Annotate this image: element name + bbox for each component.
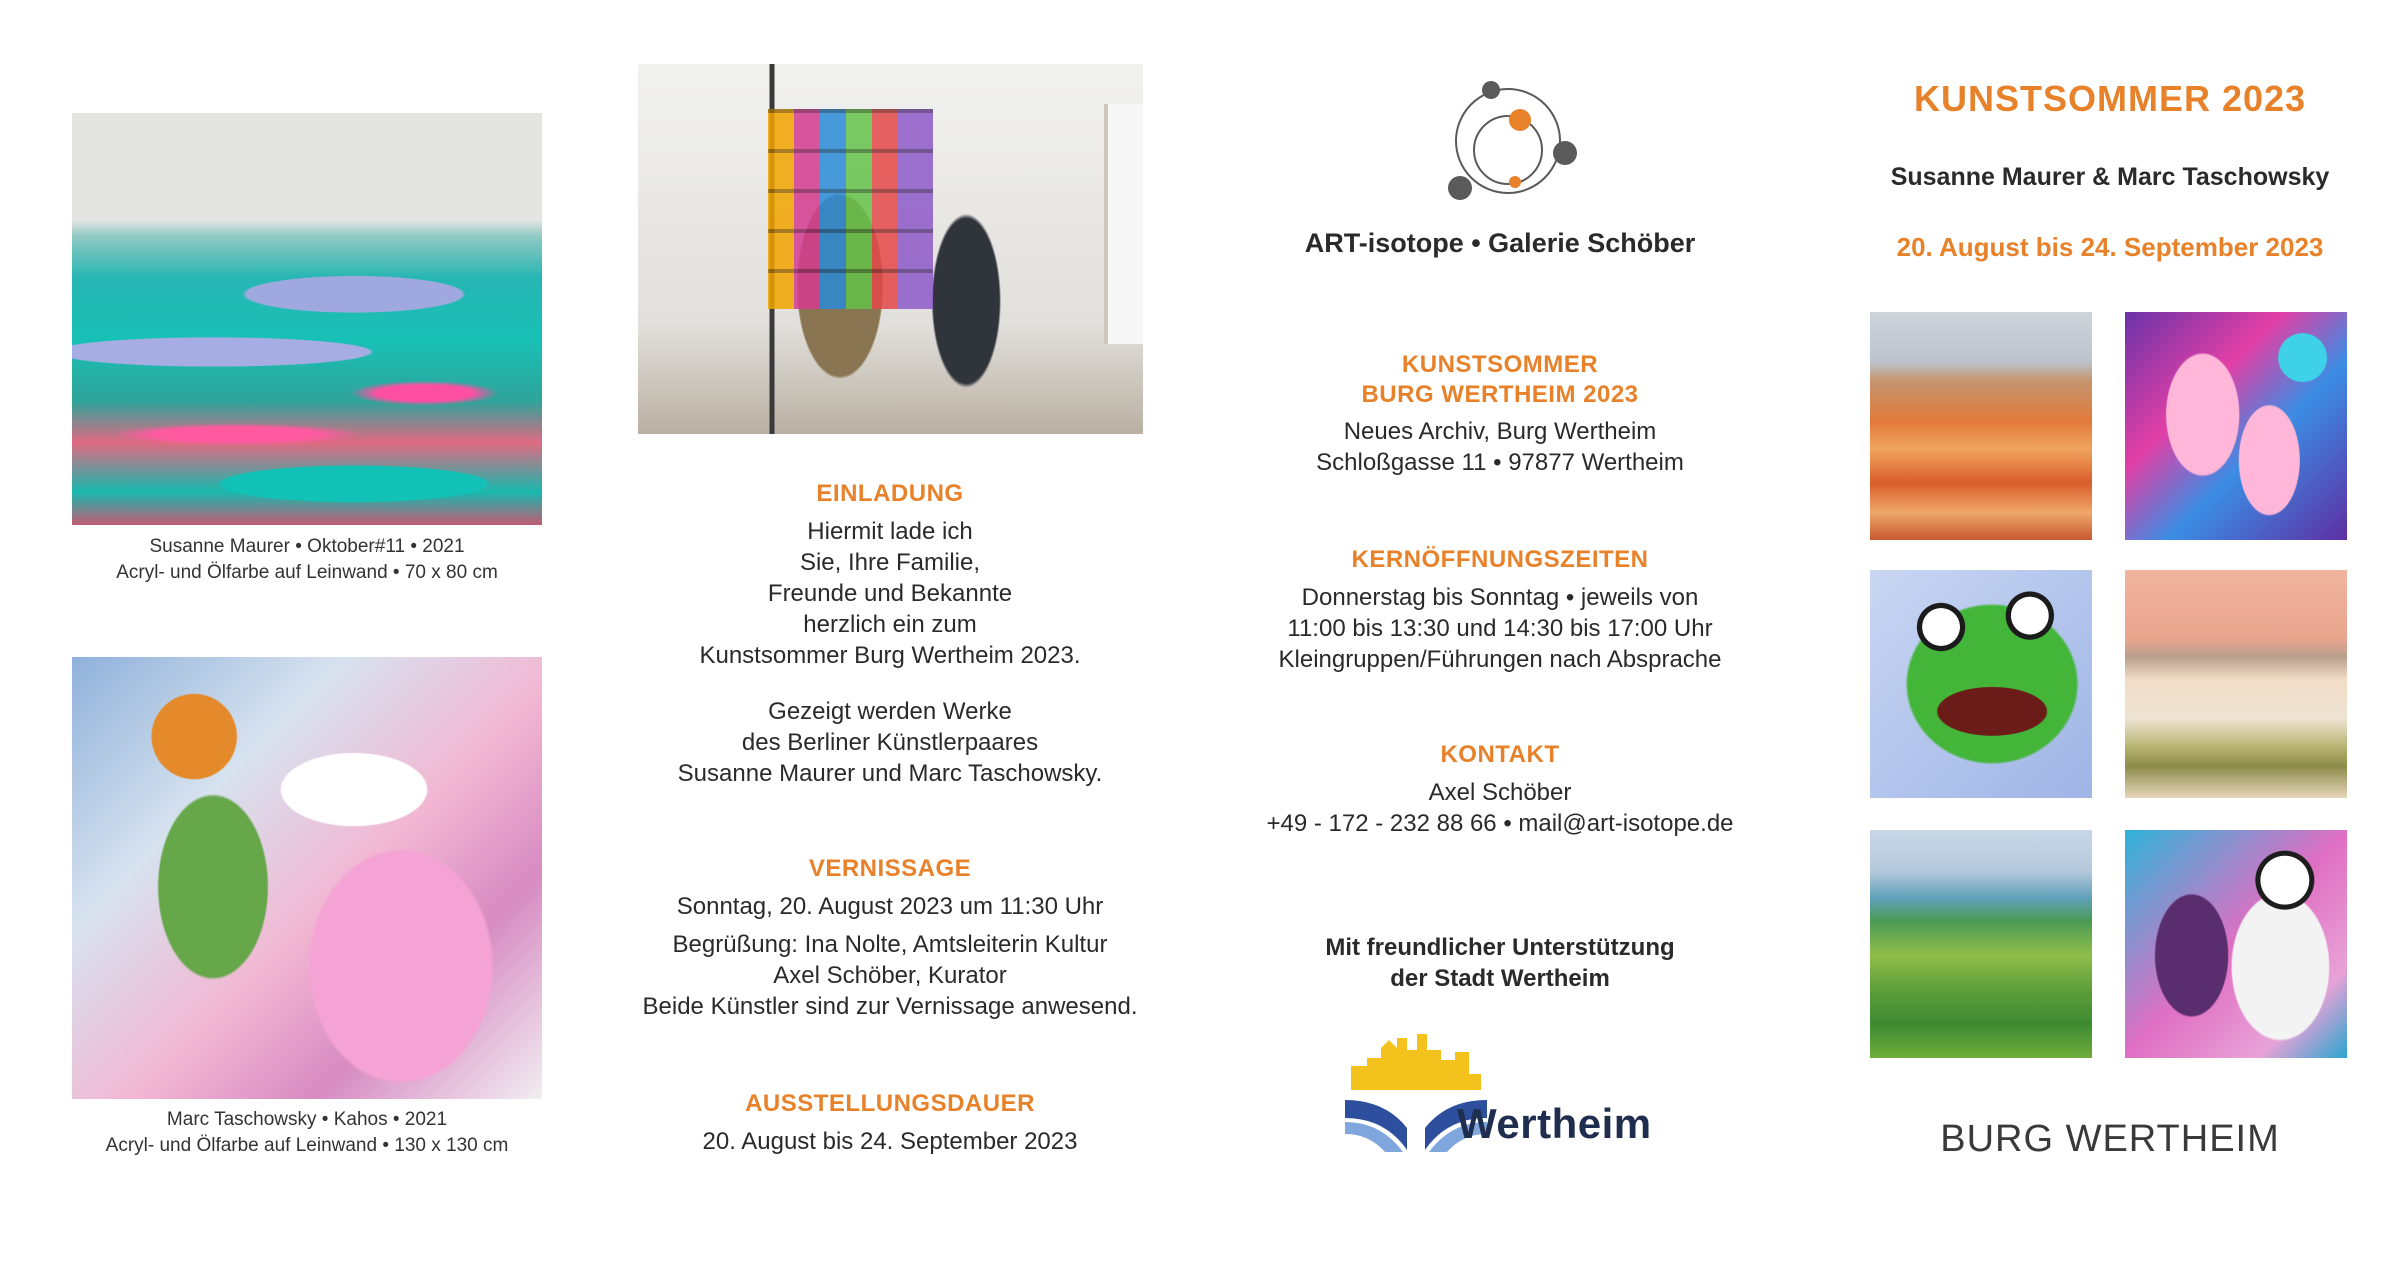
invitation-line: Sie, Ihre Familie, [799,549,981,576]
cover-painting-4 [2125,570,2347,798]
cover-title: KUNSTSOMMER 2023 [1913,78,2307,119]
duration-text: 20. August bis 24. September 2023 [702,1128,1078,1155]
photo-gallery-visitors [638,64,1143,434]
caption-kahos-line2: Acryl- und Ölfarbe auf Leinwand • 130 x 130 cm [105,1135,509,1156]
vernissage-line: Beide Künstler sind zur Vernissage anwesend. [642,993,1138,1020]
caption-kahos-line1: Marc Taschowsky • Kahos • 2021 [166,1109,448,1130]
wertheim-logo-text: Wertheim [1457,1100,1652,1147]
contact-details[interactable]: +49 - 172 - 232 88 66 • mail@art-isotope.de [1266,810,1734,837]
invitation-line: Kunstsommer Burg Wertheim 2023. [699,642,1081,669]
caption-oktober-line1: Susanne Maurer • Oktober#11 • 2021 [149,536,465,557]
invitation-line2: des Berliner Künstlerpaares [741,729,1039,756]
hours-line: Donnerstag bis Sonntag • jeweils von [1301,584,1699,611]
art-isotope-logo [1435,78,1585,208]
photo-window [1104,104,1143,344]
caption-oktober [72,534,542,586]
invitation-line2: Gezeigt werden Werke [768,698,1012,725]
vernissage-date: Sonntag, 20. August 2023 um 11:30 Uhr [676,893,1104,920]
vernissage-heading: VERNISSAGE [808,855,972,882]
cover-painting-2 [2125,312,2347,540]
hours-line: Kleingruppen/Führungen nach Absprache [1278,646,1722,673]
contact-heading: KONTAKT [1440,741,1560,768]
cover-painting-6 [2125,830,2347,1058]
caption-kahos [72,1107,542,1159]
location-heading-line2: BURG WERTHEIM 2023 [1361,381,1639,408]
duration-section [610,1090,1170,1157]
support-line1: Mit freundlicher Unterstützung [1325,934,1675,961]
location-heading-line1: KUNSTSOMMER [1401,351,1599,378]
cover-artists: Susanne Maurer & Marc Taschowsky [1890,163,2330,191]
photo-poster-wall [768,109,933,309]
location-line2: Schloßgasse 11 • 97877 Wertheim [1316,449,1684,476]
support-section [1220,932,1780,994]
vernissage-section [610,855,1170,1022]
cover-footer: BURG WERTHEIM [1940,1118,2280,1160]
duration-heading: AUSSTELLUNGSDAUER [745,1090,1035,1117]
invitation-line: Freunde und Bekannte [767,580,1013,607]
contact-name: Axel Schöber [1428,779,1572,806]
invitation-line2: Susanne Maurer und Marc Taschowsky. [677,760,1103,787]
hours-line: 11:00 bis 13:30 und 14:30 bis 17:00 Uhr [1287,615,1713,642]
painting-kahos [72,657,542,1099]
invitation-section [610,480,1170,789]
invitation-line: herzlich ein zum [803,611,977,638]
vernissage-line: Begrüßung: Ina Nolte, Amtsleiterin Kultur [672,931,1108,958]
invitation-line: Hiermit lade ich [807,518,973,545]
cover-dates: 20. August bis 24. September 2023 [1896,232,2324,262]
painting-oktober-11 [72,113,542,525]
location-line1: Neues Archiv, Burg Wertheim [1343,418,1657,445]
hours-heading: KERNÖFFNUNGSZEITEN [1351,546,1649,573]
contact-section [1220,741,1780,839]
wertheim-logo [1345,1030,1665,1160]
gallery-name: ART-isotope • Galerie Schöber [1304,228,1696,258]
vernissage-line: Axel Schöber, Kurator [773,962,1007,989]
cover-painting-3 [1870,570,2092,798]
invitation-heading: EINLADUNG [816,480,964,507]
location-section [1220,350,1780,478]
hours-section [1220,546,1780,675]
cover-painting-5 [1870,830,2092,1058]
caption-oktober-line2: Acryl- und Ölfarbe auf Leinwand • 70 x 80 cm [116,562,498,583]
support-line2: der Stadt Wertheim [1390,965,1610,992]
cover-painting-1 [1870,312,2092,540]
